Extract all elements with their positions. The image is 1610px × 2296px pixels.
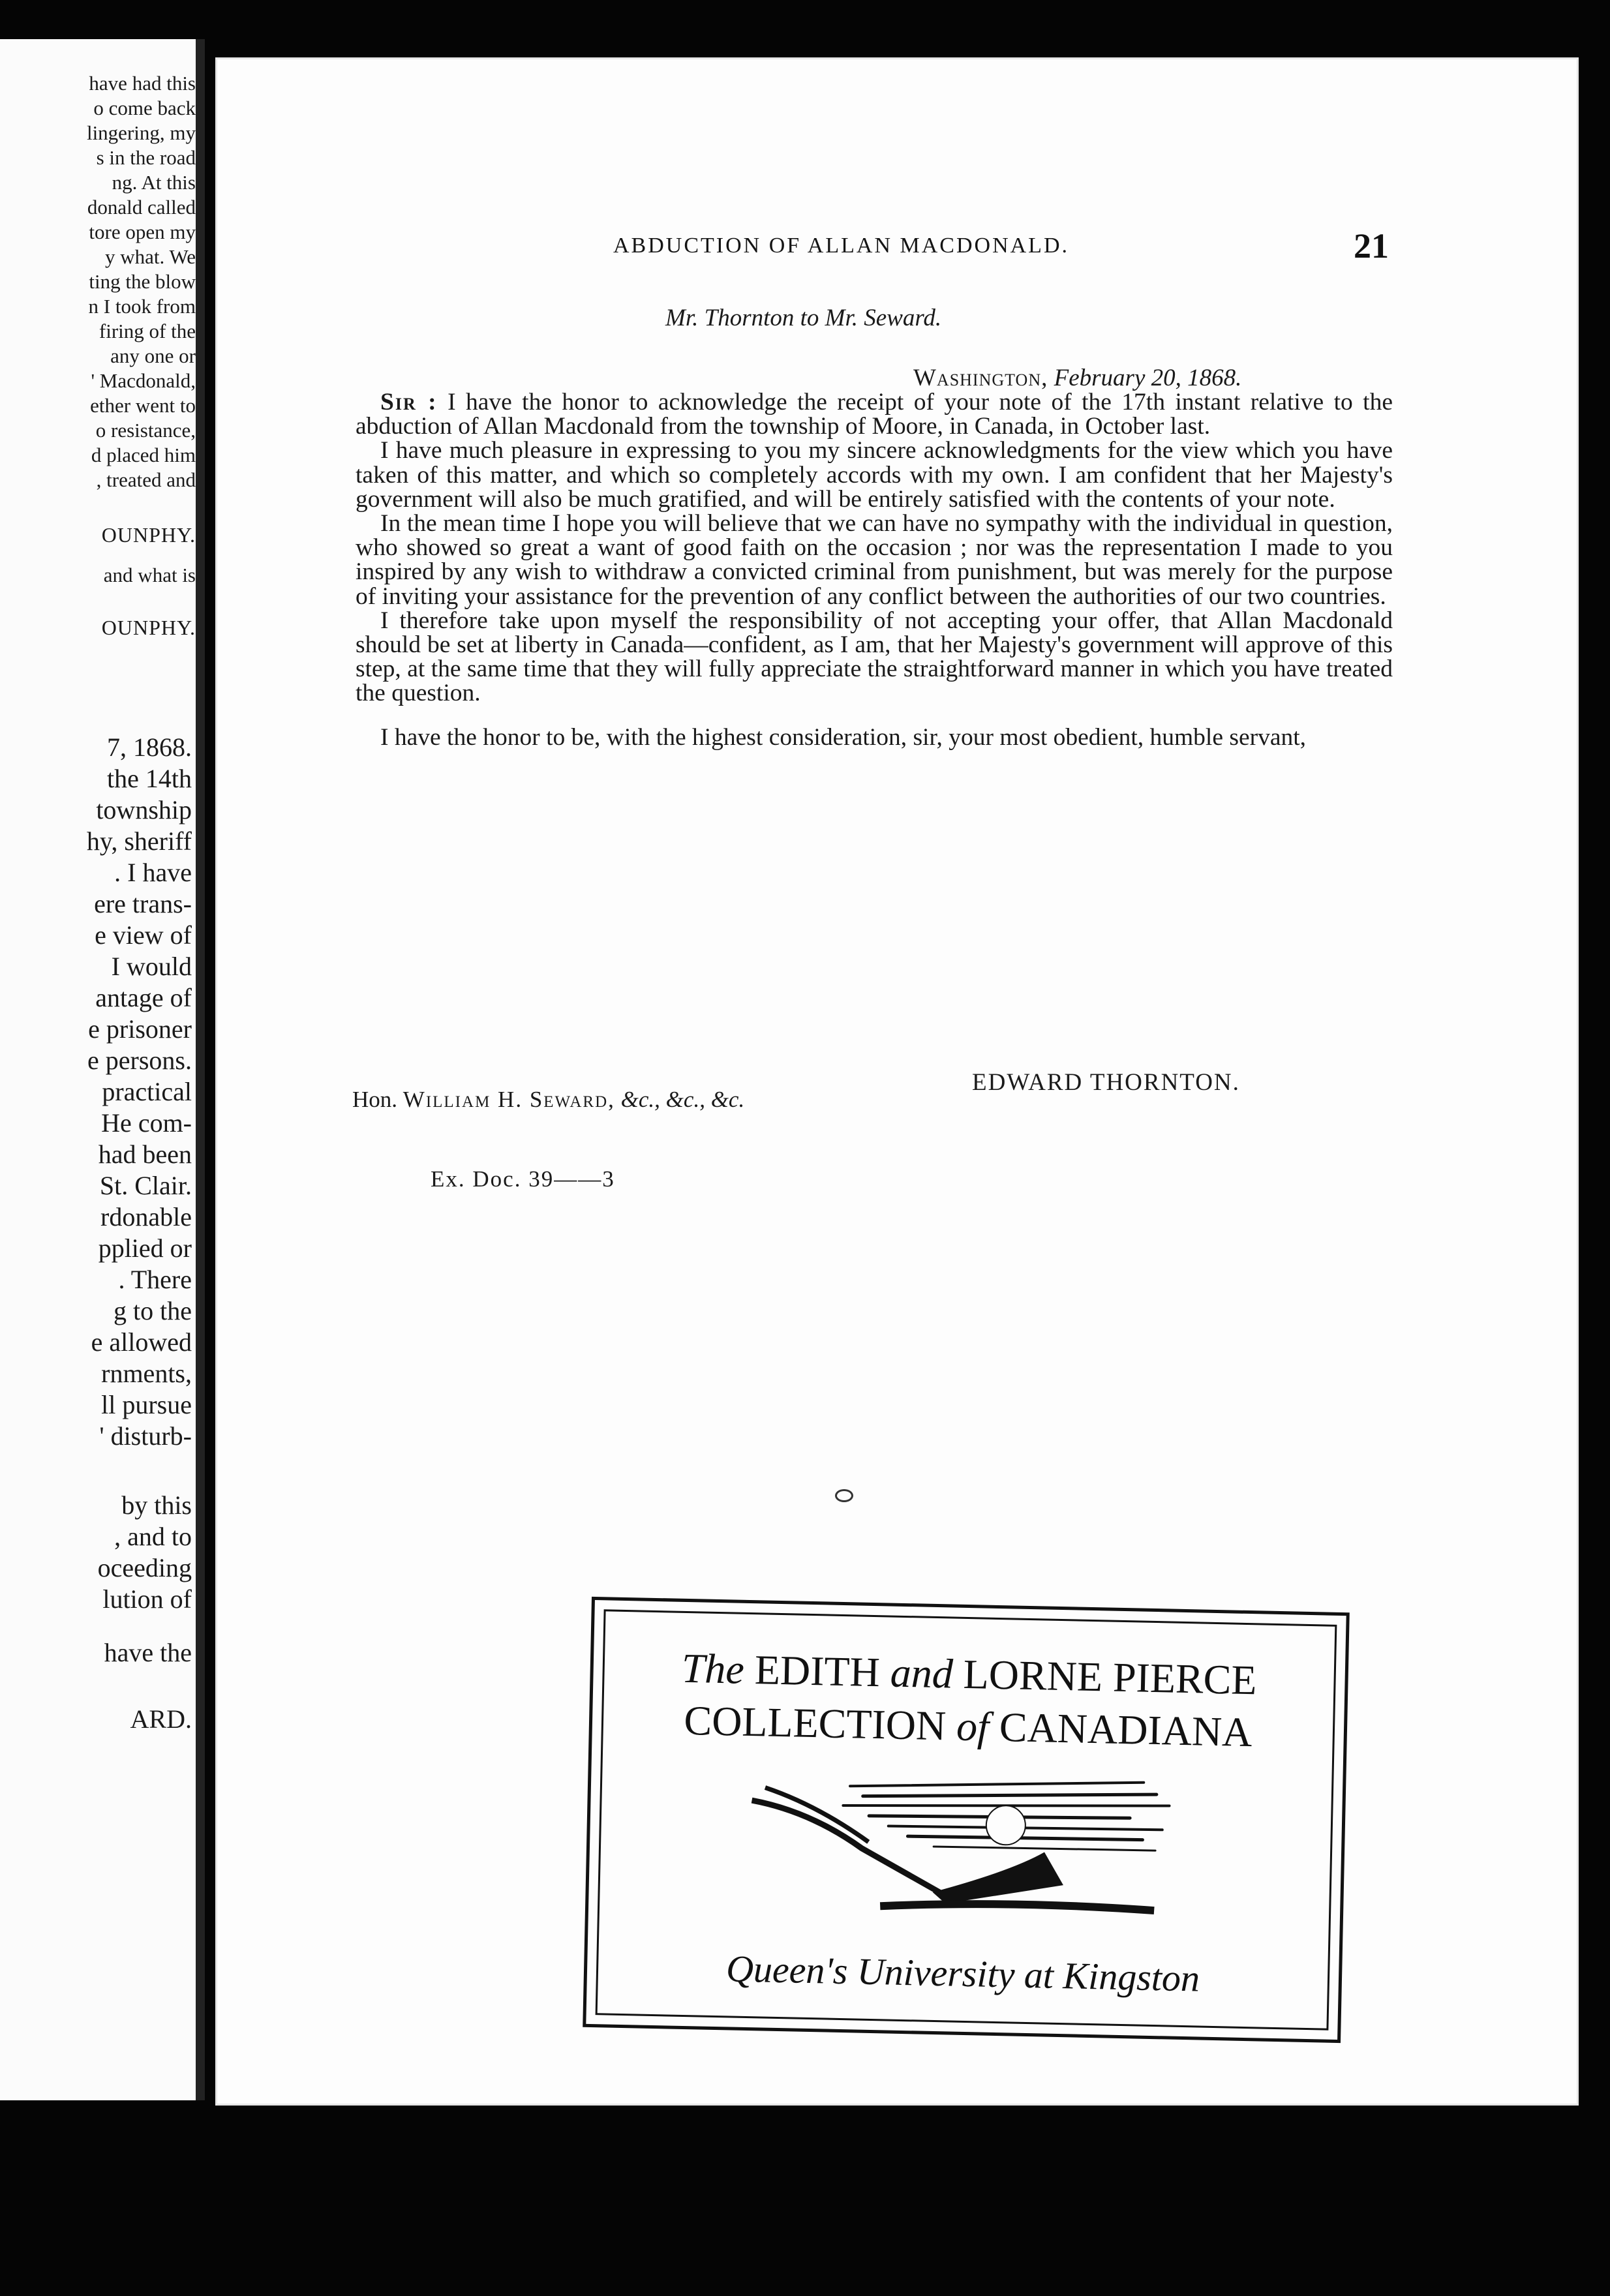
left-page-line: ether went to <box>90 394 196 417</box>
left-page-line: had been <box>98 1140 192 1169</box>
left-page-line: St. Clair. <box>99 1171 192 1200</box>
left-page-line: township <box>96 795 192 824</box>
running-head: ABDUCTION OF ALLAN MACDONALD. <box>613 234 1069 258</box>
bookplate-inner-frame <box>596 1609 1337 2030</box>
addressee <box>352 1087 744 1113</box>
left-page-line: , treated and <box>96 468 196 491</box>
left-page-line: e allowed <box>91 1327 192 1357</box>
left-page-line: firing of the <box>99 320 196 342</box>
left-page-line: d placed him <box>91 444 196 466</box>
left-page-line: have the <box>104 1638 192 1667</box>
paragraph-3: In the mean time I hope you will believe that we can have no sympathy with the individual in question, who showed so great a want of good faith on the occasion ; nor was the representation I made to you inspired by any wish to withdraw a convicted criminal from punishment, but was merely for the purpose of inviting your assistance for the prevention of any conflict between the authorities of our two countries. <box>356 510 1393 610</box>
document-page <box>215 57 1579 2106</box>
signature: EDWARD THORNTON. <box>972 1069 1240 1096</box>
closing: I have the honor to be, with the highest consideration, sir, your most obedient, humble servant, <box>380 723 1307 751</box>
left-page-line: , and to <box>114 1522 192 1551</box>
addressee-prefix: Hon. <box>352 1087 398 1112</box>
left-facing-page <box>0 39 205 2100</box>
left-page-line: antage of <box>95 983 192 1012</box>
left-page-line: OUNPHY. <box>101 616 196 639</box>
left-page-line: ting the blow <box>89 270 196 293</box>
left-page-line: OUNPHY. <box>101 523 196 547</box>
left-page-line: s in the road <box>96 146 196 169</box>
left-page-line: lingering, my <box>86 121 196 144</box>
left-page-line: g to the <box>114 1296 192 1325</box>
left-page-line: ll pursue <box>101 1390 192 1419</box>
left-page-line: ere trans- <box>94 889 192 918</box>
left-page-line: rnments, <box>101 1359 192 1388</box>
paragraph-4: I therefore take upon myself the responsibility of not accepting your offer, that Allan Macdonald should be set at liberty in Canada—confident, as I am, that her Majesty's government will approve of this step, at the same time that they will fully appreciate the straightforward manner in which you have treated the question. <box>356 607 1393 707</box>
left-page-line: oceeding <box>97 1553 192 1582</box>
left-page-line: n I took from <box>88 295 196 318</box>
left-page-line: ' disturb- <box>99 1421 192 1451</box>
left-page-line: hy, sheriff <box>86 826 192 856</box>
left-page-line: practical <box>102 1077 192 1106</box>
paragraph-1: Sir : I have the honor to acknowledge the receipt of your note of the 17th instant relative to the abduction of Allan Macdonald from the township of Moore, in Canada, in October last. <box>356 389 1393 440</box>
letter-heading: Mr. Thornton to Mr. Seward. <box>665 305 942 331</box>
left-page-line: o resistance, <box>95 419 196 442</box>
bookplate <box>583 1597 1350 2043</box>
dateline-place: Washington, <box>913 365 1048 391</box>
paragraph-2: I have much pleasure in expressing to you my sincere acknowledgments for the view which you have taken of this matter, and which so completely accords with my own. I am confident that her Majesty's government will also be much gratified, and will be entirely satisfied with the contents of your note. <box>356 437 1393 513</box>
left-page-line: donald called <box>87 196 196 219</box>
left-page-line: have had this <box>89 72 196 95</box>
left-page-line: and what is <box>103 564 196 586</box>
document-reference: Ex. Doc. 39——3 <box>431 1166 615 1192</box>
plough-sun-icon <box>737 1748 1196 1921</box>
left-page-line: . There <box>118 1265 192 1294</box>
left-page-line: by this <box>121 1490 192 1520</box>
page-number: 21 <box>1354 226 1389 265</box>
left-page-line: . I have <box>114 858 192 887</box>
addressee-suffix: &c., &c., &c. <box>620 1087 745 1112</box>
left-page-line: ' Macdonald, <box>91 369 196 392</box>
left-page-line: o come back <box>93 97 196 119</box>
left-page-line: ARD. <box>130 1704 192 1734</box>
left-page-line: e view of <box>95 920 192 950</box>
bookplate-footer: Queen's University at Kingston <box>725 1947 1200 2000</box>
letter-body <box>356 390 1393 749</box>
bookplate-line-2: COLLECTION of CANADIANA <box>683 1697 1253 1756</box>
left-page-line: e prisoner <box>88 1014 192 1044</box>
left-page-line: the 14th <box>107 764 192 793</box>
left-page-line: any one or <box>110 344 196 367</box>
dateline-date: February 20, 1868. <box>1054 365 1242 391</box>
left-page-line: pplied or <box>98 1233 192 1263</box>
left-page-line: He com- <box>101 1108 192 1138</box>
bookplate-line-1: The EDITH and LORNE PIERCE <box>681 1644 1258 1704</box>
left-page-line: lution of <box>102 1584 192 1614</box>
left-page-line: y what. We <box>105 245 196 268</box>
salutation: Sir : <box>380 389 438 415</box>
left-page-line: I would <box>111 952 192 981</box>
left-page-line: e persons. <box>87 1046 192 1075</box>
left-page-line: tore open my <box>89 220 196 243</box>
ink-speck <box>835 1489 853 1502</box>
addressee-name: William H. Seward, <box>402 1087 615 1112</box>
left-page-line: ng. At this <box>112 171 196 194</box>
dateline <box>913 364 1241 392</box>
left-page-line: rdonable <box>100 1202 192 1231</box>
left-page-line: 7, 1868. <box>107 733 192 762</box>
